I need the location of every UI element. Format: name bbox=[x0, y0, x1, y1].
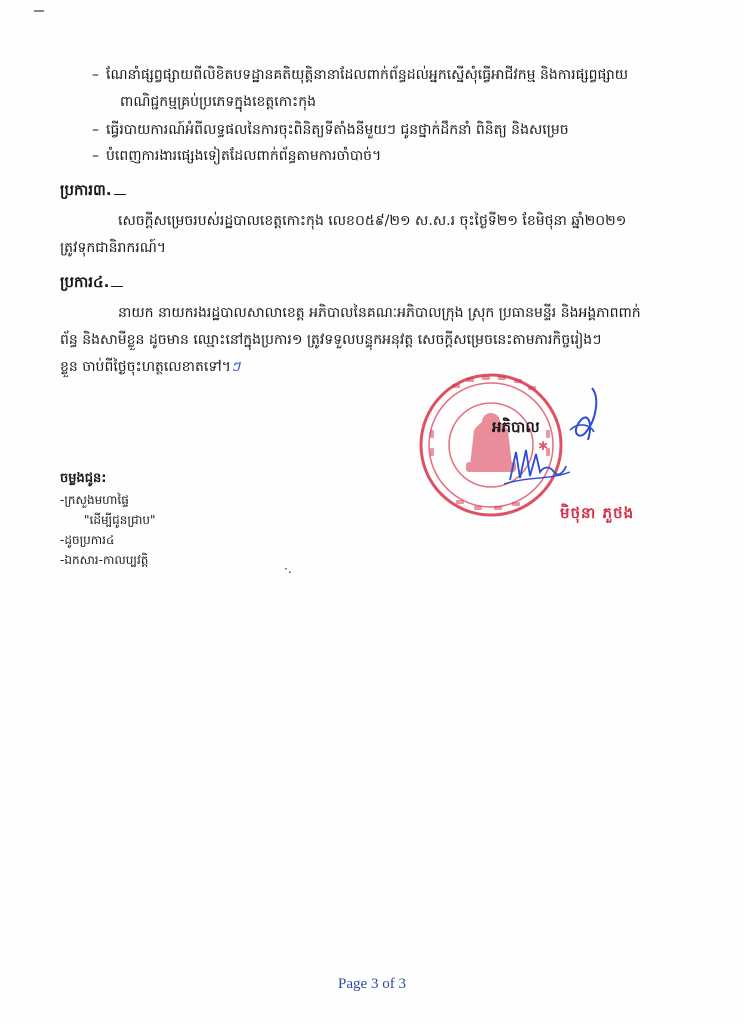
copy-to-heading: ចម្លងជូន: bbox=[60, 471, 107, 486]
scan-edge-mark bbox=[34, 10, 44, 12]
signatory-title: អភិបាល bbox=[492, 418, 540, 436]
recipient-item: -ឯកសារ-កាលប្បវត្តិ bbox=[60, 553, 149, 567]
article-3-line-2: ត្រូវទុកជានិរាករណ៍។ bbox=[60, 240, 167, 256]
bullet-item-3 bbox=[92, 143, 692, 169]
article-4-heading bbox=[60, 270, 123, 294]
article-3-line-1: សេចក្តីសម្រេចរបស់រដ្ឋបាលខេត្តកោះកុង លេខ០៥៩/២១ ស.ស.រ ចុះថ្ងៃទី២១ ខែមិថុនា ឆ្នាំ២០២១ bbox=[118, 213, 627, 229]
svg-text:✱: ✱ bbox=[538, 439, 549, 453]
article-3-heading-text: ប្រការ៣. bbox=[60, 181, 112, 199]
bullet-1-line-2: ពាណិជ្ជកម្មគ្រប់ប្រភេទក្នុងខេត្តកោះកុង bbox=[120, 94, 316, 110]
heading-underline bbox=[111, 286, 123, 287]
bullet-2-text: ធ្វើរបាយការណ៍អំពីលទ្ធផលនៃការចុះពិនិត្យទីតាំងនីមួយៗ ជូនថ្នាក់ដឹកនាំ ពិនិត្យ និងសម្រេច bbox=[106, 122, 569, 138]
bullet-item-1 bbox=[92, 62, 692, 88]
recipient-item: -ដូចប្រការ៤ bbox=[60, 533, 115, 547]
recipient-item: "ដើម្បីជូនជ្រាប" bbox=[84, 513, 156, 527]
handwritten-signature bbox=[500, 380, 610, 500]
recipient-item: -ក្រសួងមហាផ្ទៃ bbox=[60, 493, 129, 507]
bullet-dash: – bbox=[92, 122, 99, 138]
scan-speck: ·. bbox=[284, 562, 292, 576]
bullet-dash: – bbox=[92, 148, 99, 164]
signatory-name: មិថុនា ភួថង bbox=[560, 504, 635, 522]
article-4-line-3 bbox=[60, 354, 240, 380]
bullet-3-text: បំពេញការងារផ្សេងទៀតដែលពាក់ព័ន្ធតាមការចាំបាច់។ bbox=[106, 148, 382, 164]
article-4-heading-text: ប្រការ៤. bbox=[60, 273, 110, 291]
article-4-line-1: នាយក នាយករងរដ្ឋបាលសាលាខេត្ត អភិបាលនៃគណៈអភិបាលក្រុង ស្រុក ប្រធានមន្ទីរ និងអង្គភាពពាក់ bbox=[118, 305, 641, 321]
handwritten-mark: ៗ bbox=[230, 359, 241, 375]
bullet-dash: – bbox=[92, 67, 99, 83]
article-4-line-3-text: ខ្លួន ចាប់ពីថ្ងៃចុះហត្ថលេខាតទៅ។ bbox=[60, 359, 231, 375]
bullet-1-line-1: ណែនាំផ្សព្វផ្សាយពីលិខិតបទដ្ឋានគតិយុត្តិនានាដែលពាក់ព័ន្ធដល់អ្នកស្នើសុំធ្វើអាជីវកម្ម និងការផ្សព្វផ្សាយ bbox=[106, 67, 629, 83]
heading-underline bbox=[114, 194, 126, 195]
page-number-footer: Page 3 of 3 bbox=[338, 976, 406, 992]
article-4-line-2: ព័ន្ធ និងសាមីខ្លួន ដូចមាន ឈ្មោះនៅក្នុងប្រការ១ ត្រូវទទួលបន្ទុកអនុវត្ត សេចក្តីសម្រេចនេះតាមភារកិច្ចរៀងៗ bbox=[60, 332, 602, 348]
article-3-heading bbox=[60, 178, 126, 202]
bullet-item-2 bbox=[92, 117, 692, 143]
